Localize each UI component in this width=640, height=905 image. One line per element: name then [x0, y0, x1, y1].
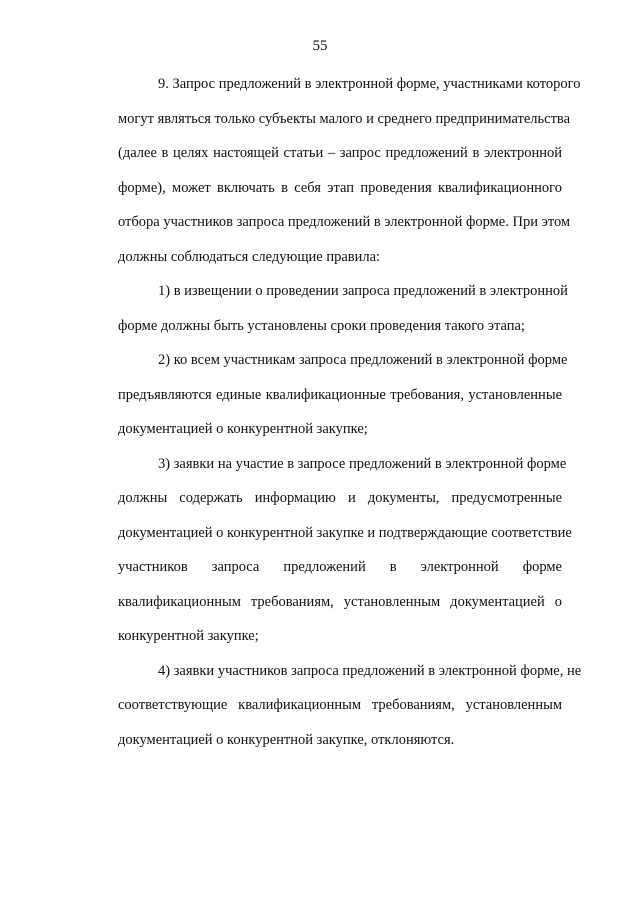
text-line: документацией о конкурентной закупке, отклоняются. — [118, 731, 455, 748]
text-line: должны соблюдаться следующие правила: — [118, 248, 381, 265]
text-line: соответствующие квалификационным требованиям, установленным — [118, 697, 562, 713]
text-line: должны содержать информацию и документы, предусмотренные — [118, 490, 562, 506]
paragraph-item-2 — [78, 343, 568, 447]
text-line: квалификационным требованиям, установленным документацией о — [118, 593, 562, 610]
paragraph-item-3 — [78, 447, 572, 654]
text-line: форме), может включать в себя этап проведения квалификационного — [118, 179, 562, 196]
text-line: могут являться только субъекты малого и среднего предпринимательства — [118, 110, 571, 127]
text-line: (далее в целях настоящей статьи – запрос предложений в электронной — [118, 145, 562, 161]
text-line: документацией о конкурентной закупке; — [118, 421, 368, 437]
page-number: 55 — [312, 38, 328, 54]
text-line: 2) ко всем участникам запроса предложений в электронной форме — [158, 352, 568, 368]
paragraph-item-4 — [78, 654, 582, 758]
text-line: 9. Запрос предложений в электронной форме, участниками которого — [158, 76, 581, 92]
document-body — [78, 67, 582, 757]
text-line: отбора участников запроса предложений в электронной форме. При этом — [118, 214, 571, 230]
paragraph-item-1 — [78, 274, 568, 343]
text-line: документацией о конкурентной закупке и подтверждающие соответствие — [118, 524, 572, 541]
text-line: участников запроса предложений в электронной форме — [118, 559, 562, 575]
text-line: конкурентной закупке; — [118, 628, 259, 644]
text-line: предъявляются единые квалификационные требования, установленные — [118, 386, 562, 403]
text-line: 3) заявки на участие в запросе предложений в электронной форме — [158, 455, 567, 472]
text-line: 4) заявки участников запроса предложений в электронной форме, не — [158, 662, 582, 679]
text-line: 1) в извещении о проведении запроса предложений в электронной — [158, 283, 568, 299]
text-line: форме должны быть установлены сроки проведения такого этапа; — [118, 317, 525, 334]
paragraph-9 — [78, 67, 581, 274]
